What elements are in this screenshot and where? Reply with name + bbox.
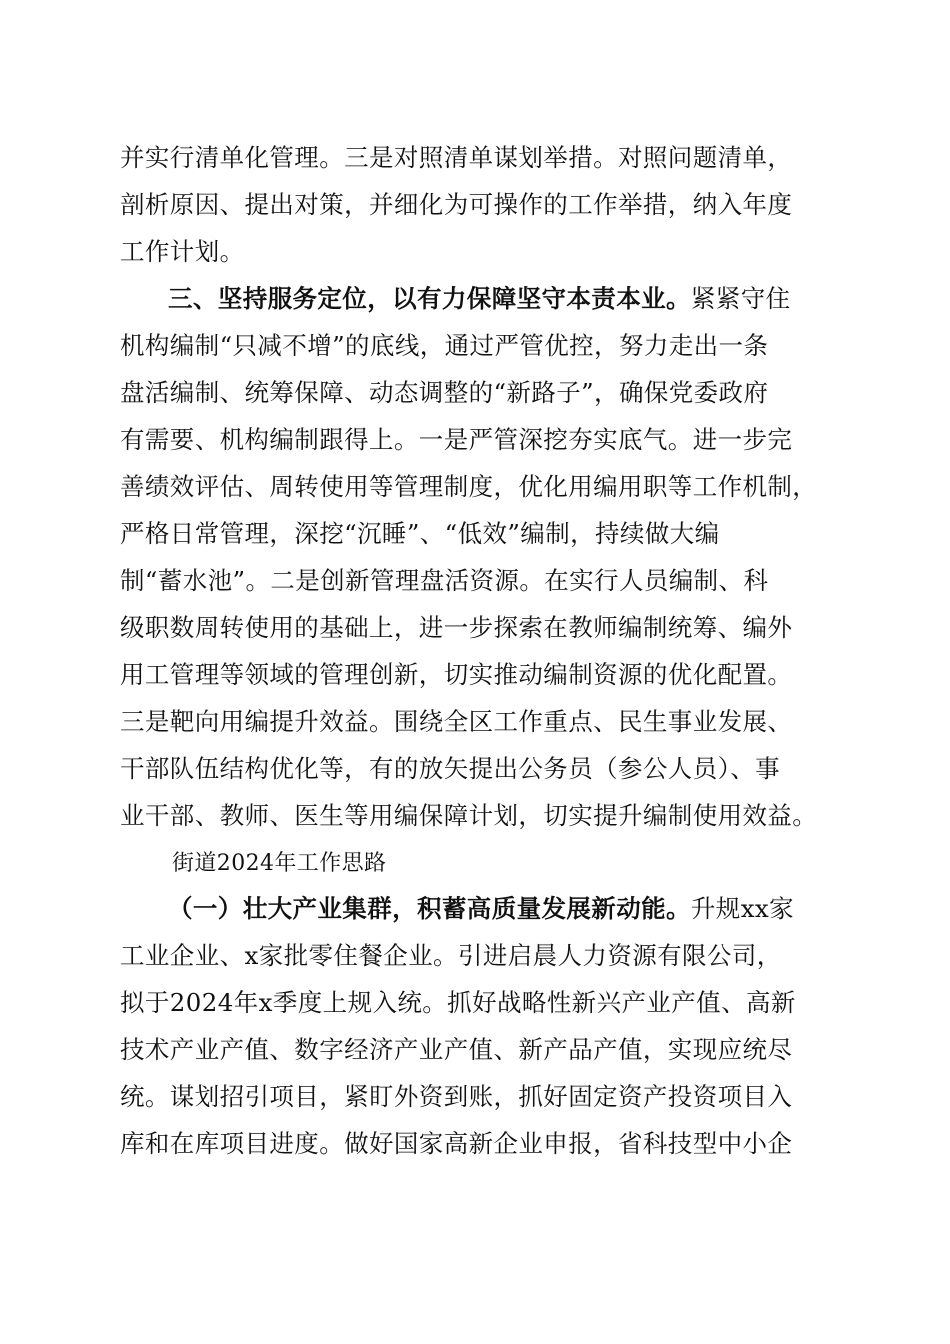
line-text: 拟于2024年x季度上规入统。抓好战略性新兴产业产值、高新 (120, 988, 796, 1017)
text-line (120, 331, 768, 361)
text-line (120, 1035, 792, 1065)
line-text: 级职数周转使用的基础上，进一步探索在教师编制统筹、编外 (120, 613, 793, 642)
line-text: 有需要、机构编制跟得上。一是严管深挖夯实底气。进一步完 (120, 425, 793, 454)
text-line (120, 519, 720, 549)
text-line (120, 472, 817, 502)
line-text: 用工管理等领域的管理创新，切实推动编制资源的优化配置。 (120, 660, 793, 689)
text-line (120, 1129, 792, 1159)
line-text: 盘活编制、统筹保障、动态调整的“新路子”，确保党委政府 (120, 378, 769, 407)
line-text: 干部队伍结构优化等，有的放矢提出公务员（参公人员）、事 (120, 754, 781, 783)
text-line (120, 660, 792, 690)
section-heading: （一）壮大产业集群，积蓄高质量发展新动能。 (168, 894, 691, 923)
section-heading-line (168, 894, 794, 924)
text-line (120, 143, 792, 173)
line-text: 三是靶向用编提升效益。围绕全区工作重点、民生事业发展、 (120, 707, 793, 736)
line-text: 业干部、教师、医生等用编保障计划，切实提升编制使用效益。 (120, 801, 818, 830)
line-text: 升规xx家 (690, 894, 795, 923)
text-line (120, 707, 792, 737)
text-line (120, 941, 782, 971)
section-heading: 三、坚持服务定位，以有力保障坚守本责本业。 (168, 284, 691, 313)
line-text: 工作计划。 (120, 237, 245, 266)
line-text: 紧紧守住 (690, 284, 791, 313)
text-line (120, 988, 796, 1018)
text-line (120, 613, 792, 643)
line-text: 严格日常管理，深挖“沉睡”、“低效”编制，持续做大编 (120, 519, 720, 548)
subtitle-text: 街道2024年工作思路 (172, 851, 387, 876)
text-line (120, 237, 245, 267)
line-text: 技术产业产值、数字经济产业产值、新产品产值，实现应统尽 (120, 1035, 793, 1064)
line-text: 工业企业、x家批零住餐企业。引进启晨人力资源有限公司， (120, 941, 782, 970)
subtitle-line (172, 849, 386, 879)
text-line (120, 190, 792, 220)
text-line (120, 425, 792, 455)
text-line (120, 378, 768, 408)
line-text: 善绩效评估、周转使用等管理制度，优化用编用职等工作机制， (120, 472, 818, 501)
text-line (120, 1082, 792, 1112)
line-text: 统。谋划招引项目，紧盯外资到账，抓好固定资产投资项目入 (120, 1082, 793, 1111)
line-text: 机构编制“只减不增”的底线，通过严管优控，努力走出一条 (120, 331, 769, 360)
text-line (120, 801, 817, 831)
section-heading-line (168, 284, 791, 314)
line-text: 库和在库项目进度。做好国家高新企业申报，省科技型中小企 (120, 1129, 793, 1158)
line-text: 剖析原因、提出对策，并细化为可操作的工作举措，纳入年度 (120, 190, 793, 219)
text-line (120, 566, 768, 596)
line-text: 制“蓄水池”。二是创新管理盘活资源。在实行人员编制、科 (120, 566, 769, 595)
text-line (120, 754, 780, 784)
line-text: 并实行清单化管理。三是对照清单谋划举措。对照问题清单， (120, 143, 793, 172)
